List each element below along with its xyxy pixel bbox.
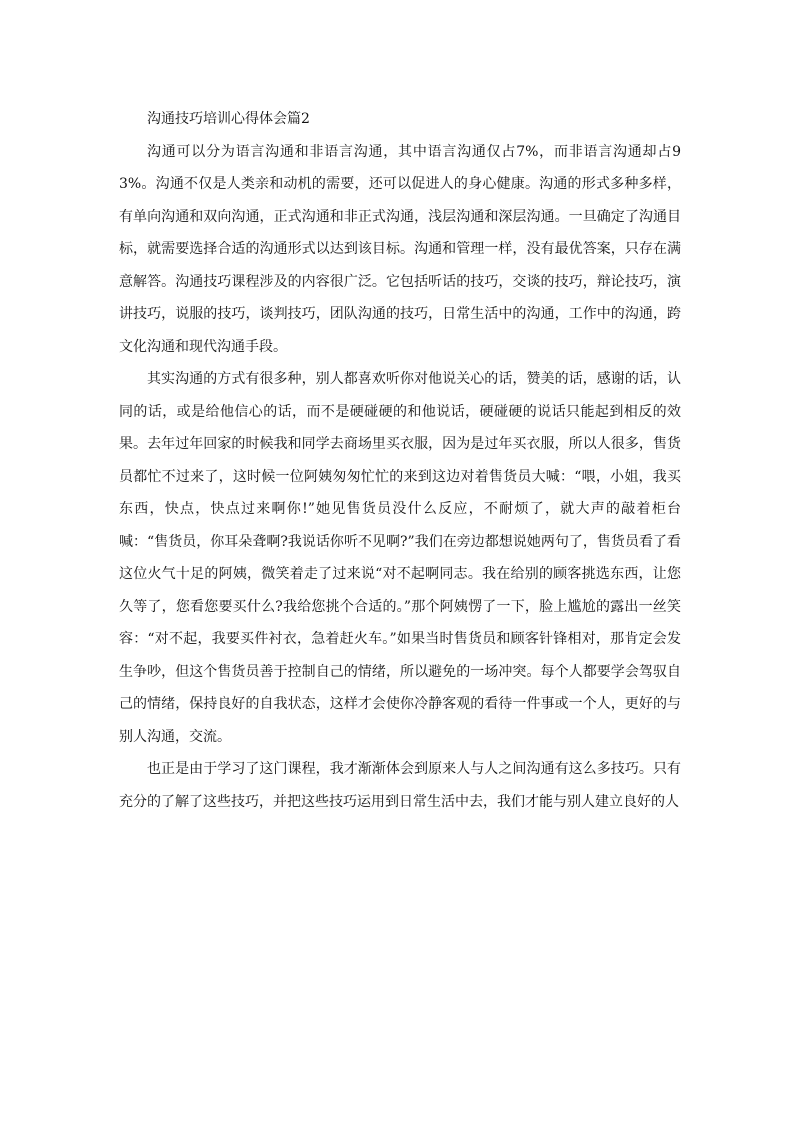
document-body bbox=[119, 103, 681, 818]
paragraph-3: 也正是由于学习了这门课程，我才渐渐体会到原来人与人之间沟通有这么多技巧。只有充分的了解了这些技巧，并把这些技巧运用到日常生活中去，我们才能与别人建立良好的人 bbox=[119, 761, 681, 810]
paragraph-1: 沟通可以分为语言沟通和非语言沟通，其中语言沟通仅占7%，而非语言沟通却占93%。沟通不仅是人类亲和动机的需要，还可以促进人的身心健康。沟通的形式多种多样，有单向沟通和双向沟通，正式沟通和非正式沟通，浅层沟通和深层沟通。一旦确定了沟通目标，就需要选择合适的沟通形式以达到该目标。沟通和管理一样，没有最优答案，只存在满意解答。沟通技巧课程涉及的内容很广泛。它包括听话的技巧，交谈的技巧，辩论技巧，演讲技巧，说服的技巧，谈判技巧，团队沟通的技巧，日常生活中的沟通，工作中的沟通，跨文化沟通和现代沟通手段。 bbox=[119, 143, 681, 355]
document-title: 沟通技巧培训心得体会篇2 bbox=[147, 111, 310, 127]
paragraph-2: 其实沟通的方式有很多种，别人都喜欢听你对他说关心的话，赞美的话，感谢的话，认同的话，或是给他信心的话，而不是硬碰硬的和他说话，硬碰硬的说话只能起到相反的效果。去年过年回家的时候我和同学去商场里买衣服，因为是过年买衣服，所以人很多，售货员都忙不过来了，这时候一位阿姨匆匆忙忙的来到这边对着售货员大喊：“喂，小姐，我买东西，快点，快点过来啊你!”她见售货员没什么反应，不耐烦了，就大声的敲着柜台喊：“售货员，你耳朵聋啊?我说话你听不见啊?”我们在旁边都想说她两句了，售货员看了看这位火气十足的阿姨，微笑着走了过来说“对不起啊同志。我在给别的顾客挑选东西，让您久等了，您看您要买什么?我给您挑个合适的。”那个阿姨愣了一下，脸上尴尬的露出一丝笑容：“对不起，我要买件衬衣，急着赶火车。”如果当时售货员和顾客针锋相对，那肯定会发生争吵，但这个售货员善于控制自己的情绪，所以避免的一场冲突。每个人都要学会驾驭自己的情绪，保持良好的自我状态，这样才会使你冷静客观的看待一件事或一个人，更好的与别人沟通，交流。 bbox=[119, 371, 681, 745]
